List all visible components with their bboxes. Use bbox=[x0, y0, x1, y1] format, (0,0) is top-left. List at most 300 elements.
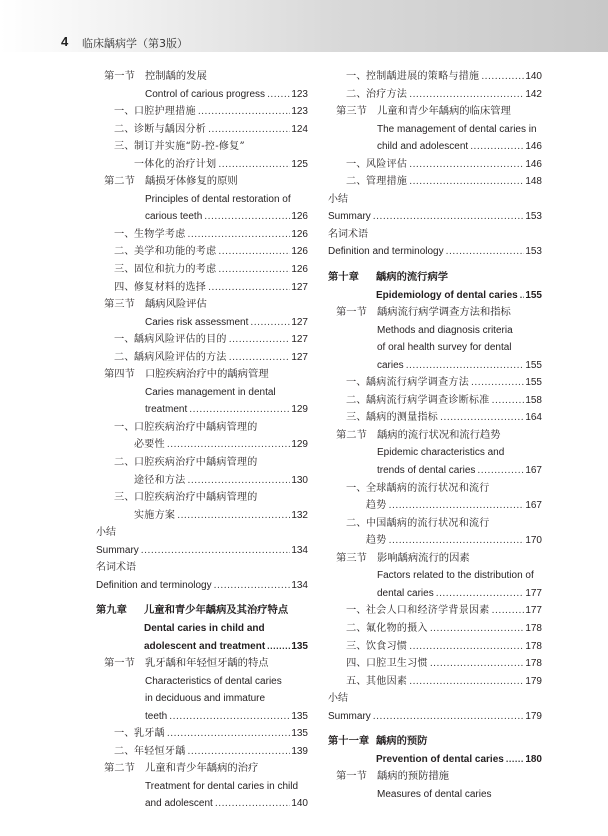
entry-page-number: 140 bbox=[291, 798, 308, 810]
entry-title-line bbox=[134, 331, 308, 350]
toc-entry[interactable] bbox=[96, 173, 308, 191]
entry-text: 风险评估 bbox=[366, 158, 408, 170]
entry-text: Definition and terminology bbox=[328, 246, 444, 258]
entry-title-line bbox=[134, 226, 308, 245]
entry-number: 一、 bbox=[346, 604, 367, 617]
entry-title-line bbox=[134, 725, 308, 744]
dot-leader bbox=[389, 498, 525, 516]
toc-entry[interactable] bbox=[328, 673, 542, 691]
toc-entry[interactable] bbox=[96, 778, 308, 796]
toc-entry[interactable] bbox=[96, 103, 308, 121]
entry-number: 一、 bbox=[346, 376, 367, 389]
toc-entry[interactable] bbox=[328, 550, 542, 568]
toc-entry[interactable] bbox=[96, 401, 308, 419]
entry-text: The management of dental caries in bbox=[377, 123, 537, 135]
entry-title-line bbox=[376, 733, 542, 751]
entry-page-number: 123 bbox=[291, 88, 308, 100]
toc-entry[interactable] bbox=[96, 331, 308, 349]
entry-text: 龋病的测量指标 bbox=[366, 412, 439, 424]
entry-text: 制订并实施“防-控-修复” bbox=[134, 141, 245, 153]
toc-entry[interactable] bbox=[328, 121, 542, 139]
toc-entry[interactable] bbox=[328, 191, 542, 209]
dot-leader bbox=[208, 280, 290, 298]
entry-text: 乳牙龋和年轻恒牙龋的特点 bbox=[145, 657, 269, 670]
entry-text: 儿童和青少年龋病的临床管理 bbox=[377, 105, 511, 118]
dot-leader bbox=[215, 796, 290, 814]
entry-number: 二、 bbox=[114, 744, 135, 757]
entry-text: Epidemiology of dental caries bbox=[376, 289, 518, 301]
entry-page-number: 153 bbox=[525, 211, 542, 223]
toc-entry[interactable] bbox=[328, 497, 542, 515]
toc-entry[interactable] bbox=[96, 795, 308, 813]
entry-page-number: 126 bbox=[291, 264, 308, 276]
entry-number: 第十章 bbox=[328, 271, 359, 284]
toc-entry[interactable] bbox=[96, 296, 308, 314]
entry-title-line bbox=[377, 103, 542, 121]
toc-entry[interactable] bbox=[328, 68, 542, 86]
entry-title-line bbox=[134, 454, 308, 472]
entry-title-line bbox=[377, 138, 542, 157]
toc-entry[interactable] bbox=[96, 454, 308, 472]
toc-entry[interactable] bbox=[96, 384, 308, 402]
toc-entry[interactable] bbox=[328, 374, 542, 392]
entry-title-line bbox=[366, 86, 542, 105]
entry-page-number: 125 bbox=[291, 158, 308, 170]
toc-entry[interactable] bbox=[96, 690, 308, 708]
entry-number: 二、 bbox=[346, 393, 367, 406]
entry-text: Summary bbox=[328, 710, 371, 722]
entry-text: Caries management in dental bbox=[145, 386, 276, 398]
entry-page-number: 158 bbox=[525, 394, 542, 406]
entry-text: 口腔疾病治疗中的龋病管理 bbox=[145, 368, 269, 381]
entry-number: 第三节 bbox=[336, 105, 367, 118]
entry-page-number: 139 bbox=[291, 745, 308, 757]
dot-leader bbox=[167, 726, 290, 744]
entry-page-number: 127 bbox=[291, 334, 308, 346]
entry-text: Prevention of dental caries bbox=[376, 753, 504, 765]
dot-leader bbox=[229, 350, 291, 368]
toc-entry[interactable] bbox=[328, 357, 542, 375]
toc-entry[interactable] bbox=[328, 287, 542, 305]
entry-text: 控制龋进展的策略与措施 bbox=[366, 71, 480, 82]
entry-text: 美学和功能的考虑 bbox=[134, 246, 217, 258]
entry-text: 乳牙龋 bbox=[134, 728, 165, 740]
toc-entry[interactable] bbox=[96, 602, 308, 620]
toc-entry[interactable] bbox=[96, 524, 308, 542]
dot-leader bbox=[492, 603, 525, 621]
entry-text: carious teeth bbox=[145, 211, 203, 223]
entry-number: 二、 bbox=[346, 516, 367, 529]
entry-number: 二、 bbox=[346, 87, 367, 100]
entry-text: Definition and terminology bbox=[96, 579, 212, 591]
entry-number: 一、 bbox=[346, 70, 367, 82]
toc-entry[interactable] bbox=[328, 103, 542, 121]
entry-text: 管理措施 bbox=[366, 176, 408, 188]
entry-number: 三、 bbox=[114, 140, 135, 153]
entry-page-number: 178 bbox=[525, 658, 542, 670]
toc-entry[interactable] bbox=[328, 304, 542, 322]
entry-number: 二、 bbox=[114, 245, 135, 258]
entry-title-line bbox=[145, 366, 308, 384]
dot-leader bbox=[409, 639, 524, 657]
entry-number: 一、 bbox=[114, 727, 135, 740]
toc-entry[interactable] bbox=[96, 743, 308, 761]
toc-entry[interactable] bbox=[328, 226, 542, 244]
entry-number: 一、 bbox=[114, 420, 135, 433]
entry-page-number: 142 bbox=[525, 88, 542, 100]
entry-text: 必要性 bbox=[134, 439, 165, 451]
toc-entry[interactable] bbox=[328, 173, 542, 191]
toc-entry[interactable] bbox=[96, 760, 308, 778]
entry-title-line bbox=[328, 708, 542, 727]
toc-entry[interactable] bbox=[96, 542, 308, 560]
entry-text: 小结 bbox=[96, 527, 116, 539]
entry-text: 实施方案 bbox=[134, 509, 176, 521]
entry-text: 口腔疾病治疗中龋病管理的 bbox=[134, 492, 258, 504]
toc-entry[interactable] bbox=[328, 733, 542, 751]
toc-entry[interactable] bbox=[96, 279, 308, 297]
entry-text: dental caries bbox=[377, 587, 434, 599]
toc-entry[interactable] bbox=[96, 655, 308, 673]
toc-entry[interactable] bbox=[328, 462, 542, 480]
toc-right-column bbox=[328, 68, 542, 803]
entry-title-line bbox=[96, 524, 308, 542]
entry-text: 龋病的流行病学 bbox=[376, 271, 449, 284]
entry-number: 第一节 bbox=[104, 657, 135, 670]
toc-entry[interactable] bbox=[328, 638, 542, 656]
entry-title-line bbox=[145, 86, 308, 105]
entry-text: 生物学考虑 bbox=[134, 228, 186, 240]
entry-title-line bbox=[145, 690, 308, 708]
entry-page-number: 146 bbox=[525, 158, 542, 170]
entry-title-line bbox=[366, 409, 542, 428]
entry-page-number: 123 bbox=[291, 106, 308, 118]
entry-page-number: 135 bbox=[291, 728, 308, 740]
entry-text: Epidemic characteristics and bbox=[377, 447, 505, 459]
toc-entry[interactable] bbox=[328, 444, 542, 462]
toc-entry[interactable] bbox=[328, 690, 542, 708]
toc-entry[interactable] bbox=[96, 156, 308, 174]
entry-title-line bbox=[366, 68, 542, 87]
dot-leader bbox=[214, 578, 291, 596]
toc-entry[interactable] bbox=[328, 786, 542, 804]
entry-title-line bbox=[134, 279, 308, 298]
toc-entry[interactable] bbox=[96, 138, 308, 156]
entry-text: 年轻恒牙龋 bbox=[134, 745, 186, 757]
running-header bbox=[0, 0, 608, 52]
dot-leader bbox=[471, 375, 524, 393]
entry-number: 第二节 bbox=[104, 762, 135, 775]
dot-leader bbox=[436, 586, 525, 604]
dot-leader bbox=[204, 209, 290, 227]
entry-title-line bbox=[134, 743, 308, 762]
entry-page-number: 180 bbox=[525, 753, 542, 765]
entry-title-line bbox=[377, 304, 542, 322]
entry-title-line bbox=[366, 602, 542, 621]
entry-title-line bbox=[145, 191, 308, 209]
toc-entry[interactable] bbox=[328, 602, 542, 620]
entry-text: 小结 bbox=[328, 193, 348, 205]
entry-title-line bbox=[145, 655, 308, 673]
toc-entry[interactable] bbox=[96, 436, 308, 454]
entry-text: 趋势 bbox=[366, 535, 387, 547]
toc-entry[interactable] bbox=[96, 243, 308, 261]
toc-entry[interactable] bbox=[328, 339, 542, 357]
entry-text: 影响龋病流行的因素 bbox=[377, 551, 470, 564]
toc-entry[interactable] bbox=[328, 585, 542, 603]
entry-text: 龋病风险评估 bbox=[145, 298, 207, 311]
entry-text: 儿童和青少年龋病及其治疗特点 bbox=[144, 604, 289, 617]
entry-text: 口腔护理措施 bbox=[134, 106, 196, 118]
entry-text: 一体化的治疗计划 bbox=[134, 158, 217, 170]
entry-title-line bbox=[366, 532, 542, 551]
entry-title-line bbox=[377, 768, 542, 786]
entry-title-line bbox=[377, 462, 542, 481]
entry-text: adolescent and treatment bbox=[144, 640, 266, 652]
toc-entry[interactable] bbox=[96, 559, 308, 577]
toc-entry[interactable] bbox=[96, 68, 308, 86]
entry-text: 控制龋的发展 bbox=[145, 70, 207, 82]
dot-leader bbox=[373, 709, 525, 727]
toc-entry[interactable] bbox=[96, 673, 308, 691]
entry-number: 第十一章 bbox=[328, 735, 370, 748]
entry-text: 名词术语 bbox=[96, 562, 136, 574]
toc-entry[interactable] bbox=[96, 620, 308, 638]
entry-number: 五、 bbox=[346, 674, 367, 687]
toc-entry[interactable] bbox=[96, 577, 308, 595]
entry-title-line bbox=[145, 760, 308, 778]
entry-title-line bbox=[134, 243, 308, 262]
entry-page-number: 177 bbox=[525, 587, 542, 599]
entry-title-line bbox=[145, 795, 308, 814]
dot-leader bbox=[446, 244, 525, 262]
entry-title-line bbox=[366, 156, 542, 175]
toc-entry[interactable] bbox=[328, 208, 542, 226]
toc-entry[interactable] bbox=[328, 567, 542, 585]
entry-number: 三、 bbox=[346, 639, 367, 652]
dot-leader bbox=[481, 69, 524, 87]
entry-title-line bbox=[366, 673, 542, 692]
dot-leader bbox=[477, 463, 524, 481]
entry-title-line bbox=[366, 173, 542, 192]
dot-leader bbox=[189, 402, 290, 420]
toc-entry[interactable] bbox=[96, 638, 308, 656]
toc-entry[interactable] bbox=[96, 708, 308, 726]
toc-entry[interactable] bbox=[328, 243, 542, 261]
entry-page-number: 155 bbox=[525, 377, 542, 389]
entry-text: 氟化物的摄入 bbox=[366, 622, 428, 634]
dot-leader bbox=[267, 638, 290, 656]
entry-title-line bbox=[134, 507, 308, 526]
toc-entry[interactable] bbox=[96, 121, 308, 139]
entry-title-line bbox=[134, 261, 308, 280]
toc-entry[interactable] bbox=[328, 532, 542, 550]
dot-leader bbox=[177, 508, 290, 526]
entry-text: 途径和方法 bbox=[134, 474, 186, 486]
entry-number: 第一节 bbox=[336, 770, 367, 783]
entry-text: 龋病风险评估的目的 bbox=[134, 334, 227, 346]
entry-number: 一、 bbox=[346, 481, 367, 494]
dot-leader bbox=[409, 157, 524, 175]
entry-title-line bbox=[377, 339, 542, 357]
toc-entry[interactable] bbox=[96, 472, 308, 490]
entry-title-line bbox=[145, 296, 308, 314]
entry-page-number: 127 bbox=[291, 281, 308, 293]
entry-number: 三、 bbox=[114, 491, 135, 504]
entry-number: 一、 bbox=[114, 105, 135, 118]
entry-number: 三、 bbox=[114, 263, 135, 276]
entry-text: child and adolescent bbox=[377, 141, 469, 153]
entry-title-line bbox=[376, 269, 542, 287]
dot-leader bbox=[406, 358, 525, 376]
entry-title-line bbox=[144, 602, 308, 620]
toc-entry[interactable] bbox=[328, 392, 542, 410]
toc-entry[interactable] bbox=[328, 322, 542, 340]
toc-entry[interactable] bbox=[328, 86, 542, 104]
toc-entry[interactable] bbox=[96, 226, 308, 244]
entry-number: 四、 bbox=[346, 657, 367, 670]
toc-entry[interactable] bbox=[328, 655, 542, 673]
toc-entry[interactable] bbox=[96, 489, 308, 507]
toc-entry[interactable] bbox=[328, 708, 542, 726]
entry-title-line bbox=[145, 708, 308, 727]
entry-number: 第一节 bbox=[104, 70, 135, 82]
dot-leader bbox=[250, 315, 290, 333]
entry-text: Measures of dental caries bbox=[377, 788, 492, 800]
entry-page-number: 153 bbox=[525, 246, 542, 258]
entry-page-number: 177 bbox=[525, 605, 542, 617]
book-title: 临床龋病学（第3版） bbox=[82, 37, 188, 50]
entry-text: 龋病风险评估的方法 bbox=[134, 351, 227, 363]
dot-leader bbox=[430, 621, 525, 639]
entry-title-line bbox=[328, 690, 542, 708]
entry-page-number: 178 bbox=[525, 640, 542, 652]
entry-page-number: 167 bbox=[525, 465, 542, 477]
entry-text: caries bbox=[377, 359, 404, 371]
dot-leader bbox=[188, 227, 291, 245]
entry-title-line bbox=[377, 427, 542, 445]
entry-title-line bbox=[145, 384, 308, 402]
entry-page-number: 130 bbox=[291, 474, 308, 486]
dot-leader bbox=[218, 244, 290, 262]
toc-entry[interactable] bbox=[328, 409, 542, 427]
entry-text: 龋病的预防 bbox=[376, 735, 428, 748]
entry-text: 社会人口和经济学背景因素 bbox=[366, 605, 490, 617]
entry-text: 治疗方法 bbox=[366, 88, 408, 100]
toc-entry[interactable] bbox=[328, 269, 542, 287]
dot-leader bbox=[141, 543, 291, 561]
toc-entry[interactable] bbox=[328, 768, 542, 786]
entry-page-number: 148 bbox=[525, 176, 542, 188]
entry-text: Characteristics of dental caries bbox=[145, 675, 282, 687]
entry-number: 第三节 bbox=[336, 551, 367, 564]
entry-page-number: 179 bbox=[525, 675, 542, 687]
entry-title-line bbox=[328, 208, 542, 227]
entry-text: 趋势 bbox=[366, 500, 387, 512]
entry-number: 一、 bbox=[114, 227, 135, 240]
dot-leader bbox=[188, 473, 291, 491]
entry-title-line bbox=[366, 638, 542, 657]
toc-entry[interactable] bbox=[96, 419, 308, 437]
toc-entry[interactable] bbox=[96, 349, 308, 367]
entry-page-number: 155 bbox=[525, 289, 542, 301]
toc-entry[interactable] bbox=[96, 208, 308, 226]
entry-title-line bbox=[377, 357, 542, 376]
toc-entry[interactable] bbox=[96, 366, 308, 384]
toc-entry[interactable] bbox=[96, 314, 308, 332]
entry-page-number: 126 bbox=[291, 246, 308, 258]
entry-text: 修复材料的选择 bbox=[134, 281, 207, 293]
entry-title-line bbox=[134, 156, 308, 175]
toc-entry[interactable] bbox=[328, 427, 542, 445]
toc-entry[interactable] bbox=[96, 261, 308, 279]
entry-text: Principles of dental restoration of bbox=[145, 193, 291, 205]
dot-leader bbox=[373, 209, 525, 227]
entry-page-number: 170 bbox=[525, 535, 542, 547]
entry-title-line bbox=[134, 103, 308, 122]
entry-page-number: 129 bbox=[291, 404, 308, 416]
entry-number: 四、 bbox=[114, 280, 135, 293]
toc-entry[interactable] bbox=[328, 138, 542, 156]
entry-text: 小结 bbox=[328, 693, 348, 705]
entry-title-line bbox=[145, 778, 308, 796]
toc-entry[interactable] bbox=[328, 515, 542, 533]
entry-title-line bbox=[145, 208, 308, 227]
toc-entry[interactable] bbox=[328, 620, 542, 638]
entry-number: 二、 bbox=[114, 350, 135, 363]
dot-leader bbox=[492, 393, 525, 411]
entry-text: 口腔疾病治疗中龋病管理的 bbox=[134, 421, 258, 433]
entry-text: Treatment for dental caries in child bbox=[145, 780, 299, 792]
entry-title-line bbox=[134, 121, 308, 140]
entry-page-number: 140 bbox=[525, 71, 542, 82]
entry-title-line bbox=[366, 497, 542, 516]
entry-number: 二、 bbox=[346, 175, 367, 188]
toc-entry[interactable] bbox=[96, 507, 308, 525]
entry-title-line bbox=[377, 550, 542, 568]
toc-entry[interactable] bbox=[96, 725, 308, 743]
entry-text: Methods and diagnosis criteria bbox=[377, 324, 513, 336]
entry-number: 第二节 bbox=[336, 428, 367, 441]
entry-page-number: 135 bbox=[291, 710, 308, 722]
entry-number: 三、 bbox=[346, 411, 367, 424]
entry-page-number: 146 bbox=[525, 141, 542, 153]
entry-number: 第一节 bbox=[336, 306, 367, 319]
entry-text: 口腔卫生习惯 bbox=[366, 658, 428, 670]
entry-text: of oral health survey for dental bbox=[377, 342, 512, 354]
entry-page-number: 164 bbox=[525, 412, 542, 424]
entry-page-number: 126 bbox=[291, 211, 308, 223]
entry-title-line bbox=[145, 68, 308, 86]
toc-entry[interactable] bbox=[328, 751, 542, 769]
toc-entry[interactable] bbox=[328, 480, 542, 498]
entry-number: 一、 bbox=[114, 333, 135, 346]
entry-page-number: 127 bbox=[291, 351, 308, 363]
entry-text: trends of dental caries bbox=[377, 465, 476, 477]
toc-entry[interactable] bbox=[96, 191, 308, 209]
entry-text: 龋病的预防措施 bbox=[377, 770, 450, 783]
entry-page-number: 127 bbox=[291, 316, 308, 328]
entry-title-line bbox=[328, 226, 542, 244]
dot-leader bbox=[188, 744, 291, 762]
entry-text: Summary bbox=[96, 544, 139, 556]
entry-number: 二、 bbox=[114, 456, 135, 469]
toc-entry[interactable] bbox=[328, 156, 542, 174]
toc-entry[interactable] bbox=[96, 86, 308, 104]
dot-leader bbox=[267, 87, 290, 105]
entry-text: 口腔疾病治疗中龋病管理的 bbox=[134, 457, 258, 469]
entry-text: 龋病流行病学调查方法和指标 bbox=[377, 306, 511, 319]
